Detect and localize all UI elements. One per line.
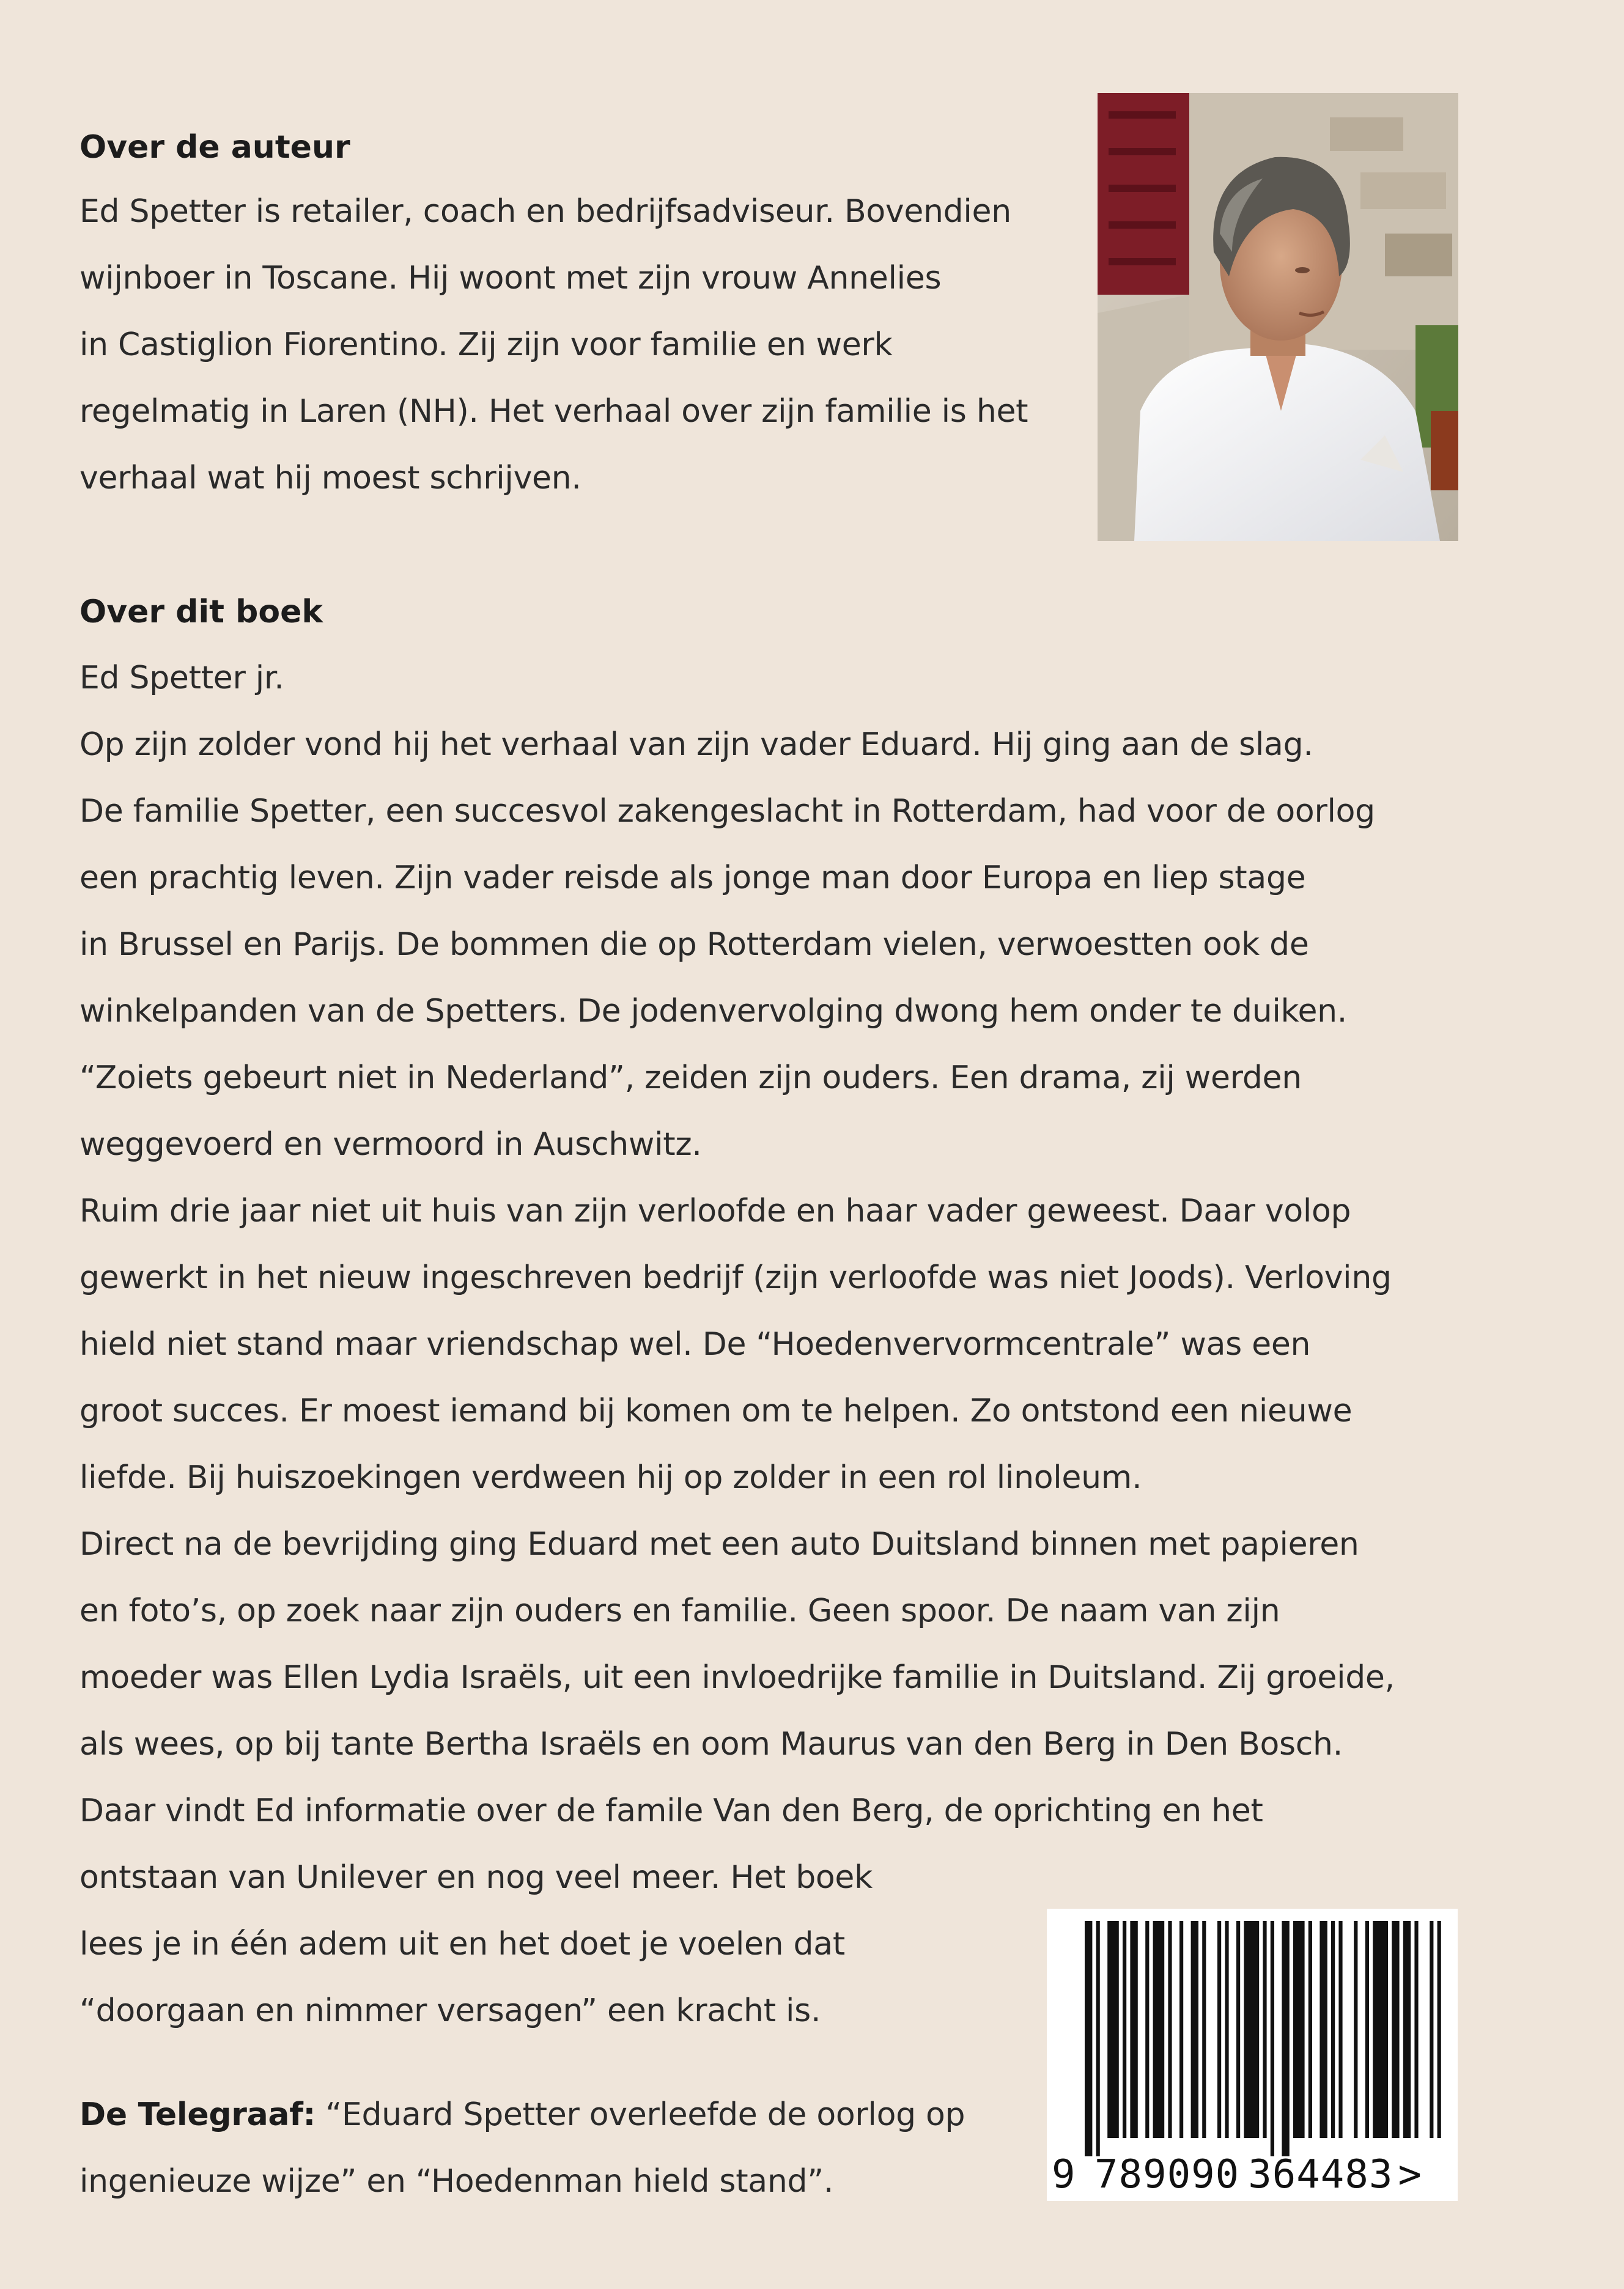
about-book-text (79, 645, 1395, 2044)
text-line: in Castiglion Fiorentino. Zij zijn voor familie en werk (79, 326, 893, 363)
barcode-bar (1130, 1921, 1137, 2138)
text-line: De familie Spetter, een succesvol zakengeslacht in Rotterdam, had voor de oorlog (79, 793, 1375, 830)
barcode-bar (1123, 1921, 1126, 2138)
text-line: lees je in één adem uit en het doet je voelen dat (79, 1926, 845, 1963)
barcode-bar (1179, 1921, 1183, 2138)
review-line: ingenieuze wijze” en “Hoedenman hield stand”. (79, 2163, 834, 2200)
review-line (79, 2082, 965, 2148)
barcode-bar (1225, 1921, 1228, 2138)
review-quote (79, 2082, 965, 2215)
barcode-bar (1293, 1921, 1305, 2138)
text-line: weggevoerd en vermoord in Auschwitz. (79, 1126, 702, 1163)
barcode-bar (1271, 1921, 1274, 2156)
text-line: liefde. Bij huiszoekingen verdween hij op zolder in een rol linoleum. (79, 1459, 1142, 1496)
text-line: Ruim drie jaar niet uit huis van zijn verloofde en haar vader geweest. Daar volop (79, 1193, 1351, 1229)
about-author-heading: Over de auteur (79, 129, 350, 166)
isbn-group-2: 364483 (1248, 2152, 1393, 2197)
barcode-bar (1438, 1921, 1441, 2138)
isbn-arrow: > (1398, 2152, 1422, 2197)
barcode-bar (1308, 1921, 1312, 2138)
text-line: Direct na de bevrijding ging Eduard met een auto Duitsland binnen met papieren (79, 1526, 1359, 1563)
barcode-bar (1414, 1921, 1418, 2138)
barcode-bar (1153, 1921, 1165, 2138)
barcode-bar (1096, 1921, 1100, 2156)
isbn-first-digit: 9 (1052, 2152, 1076, 2197)
barcode-bar (1191, 1921, 1198, 2138)
about-book-heading: Over dit boek (79, 594, 323, 630)
text-line: wijnboer in Toscane. Hij woont met zijn vrouw Annelies (79, 260, 942, 297)
barcode-bar (1430, 1921, 1433, 2138)
barcode-bar (1320, 1921, 1327, 2138)
text-line: en foto’s, op zoek naar zijn ouders en familie. Geen spoor. De naam van zijn (79, 1593, 1280, 1629)
review-text: “Eduard Spetter overleefde de oorlog op (316, 2096, 965, 2133)
text-line: als wees, op bij tante Bertha Israëls en oom Maurus van den Berg in Den Bosch. (79, 1726, 1343, 1763)
barcode-bar (1282, 1921, 1289, 2156)
text-line: “doorgaan en nimmer versagen” een kracht is. (79, 1992, 821, 2029)
barcode-bar (1202, 1921, 1206, 2138)
text-line: gewerkt in het nieuw ingeschreven bedrijf (zijn verloofde was niet Joods). Verloving (79, 1259, 1392, 1296)
barcode-bar (1392, 1921, 1399, 2138)
review-source: De Telegraaf: (79, 2096, 316, 2133)
isbn-group-1: 789090 (1094, 2152, 1240, 2197)
text-line: ontstaan van Unilever en nog veel meer. Het boek (79, 1859, 873, 1896)
barcode-bar (1354, 1921, 1357, 2138)
text-line: verhaal wat hij moest schrijven. (79, 460, 581, 496)
text-line: winkelpanden van de Spetters. De jodenvervolging dwong hem onder te duiken. (79, 993, 1348, 1030)
text-line: hield niet stand maar vriendschap wel. De “Hoedenvervormcentrale” was een (79, 1326, 1311, 1363)
text-line: “Zoiets gebeurt niet in Nederland”, zeiden zijn ouders. Een drama, zij werden (79, 1060, 1302, 1096)
barcode-bar (1085, 1921, 1092, 2156)
barcode-bar (1263, 1921, 1266, 2138)
barcode-bar (1338, 1921, 1342, 2138)
barcode-bar (1244, 1921, 1259, 2138)
text-line: Ed Spetter is retailer, coach en bedrijfsadviseur. Bovendien (79, 193, 1011, 230)
about-author-text (79, 179, 1028, 512)
barcode-bar (1331, 1921, 1335, 2138)
text-line: Ed Spetter jr. (79, 660, 284, 696)
barcode-bar (1365, 1921, 1369, 2138)
barcode-bar (1217, 1921, 1221, 2138)
author-photo (1098, 93, 1458, 541)
text-line: groot succes. Er moest iemand bij komen om te helpen. Zo ontstond een nieuwe (79, 1393, 1353, 1429)
barcode-bar (1236, 1921, 1240, 2138)
text-line: moeder was Ellen Lydia Israëls, uit een invloedrijke familie in Duitsland. Zij groeide, (79, 1659, 1395, 1696)
barcode-bar (1145, 1921, 1149, 2138)
barcode-bar (1403, 1921, 1411, 2138)
isbn-barcode (1047, 1909, 1458, 2201)
barcode-bar (1107, 1921, 1119, 2138)
barcode-bar (1373, 1921, 1388, 2138)
text-line: een prachtig leven. Zijn vader reisde als jonge man door Europa en liep stage (79, 860, 1306, 896)
barcode-bar (1168, 1921, 1172, 2138)
isbn-number (1052, 2152, 1455, 2197)
text-line: in Brussel en Parijs. De bommen die op Rotterdam vielen, verwoestten ook de (79, 926, 1309, 963)
text-line: regelmatig in Laren (NH). Het verhaal over zijn familie is het (79, 393, 1028, 430)
text-line: Daar vindt Ed informatie over de famile Van den Berg, de oprichting en het (79, 1793, 1263, 1829)
text-line: Op zijn zolder vond hij het verhaal van zijn vader Eduard. Hij ging aan de slag. (79, 726, 1313, 763)
